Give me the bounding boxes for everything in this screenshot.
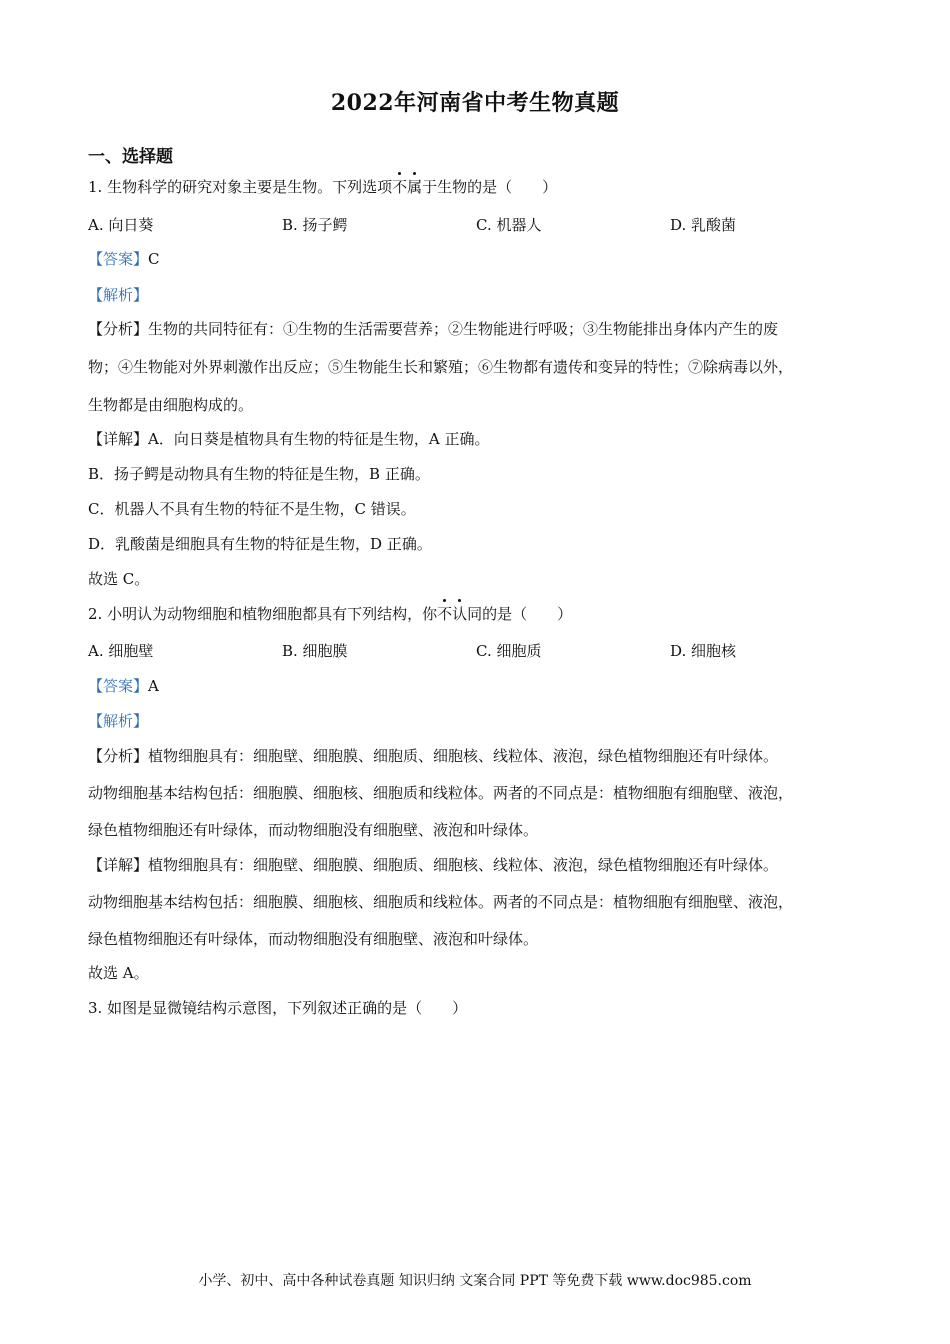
q2-fenxi-line-1 <box>88 745 778 767</box>
emphasis-char: 不 <box>392 178 408 196</box>
q1-option-c: C. 机器人 <box>476 216 542 234</box>
question-2-stem-text: 2. 小明认为动物细胞和植物细胞都具有下列结构，你 <box>88 605 438 623</box>
q2-xiangjie-line-2: 动物细胞基本结构包括：细胞膜、细胞核、细胞质和线粒体。两者的不同点是：植物细胞有细胞壁、液泡， <box>88 893 794 911</box>
page-footer: 小学、初中、高中各种试卷真题 知识归纳 文案合同 PPT 等免费下载 www.doc985.com <box>198 1273 752 1289</box>
q2-fenxi-line-3: 绿色植物细胞还有叶绿体，而动物细胞没有细胞壁、液泡和叶绿体。 <box>88 821 539 839</box>
xiangjie-text: 植物细胞具有：细胞壁、细胞膜、细胞质、细胞核、线粒体、液泡，绿色植物细胞还有叶绿体。 <box>148 856 779 874</box>
answer-tag: 【答案】 <box>88 677 149 695</box>
fenxi-text: 植物细胞具有：细胞壁、细胞膜、细胞质、细胞核、线粒体、液泡，绿色植物细胞还有叶绿体。 <box>148 747 779 765</box>
question-2-stem-tail: 同的是（ ） <box>467 605 573 623</box>
question-2-stem <box>88 603 572 625</box>
q1-xiangjie-line-2: B．扬子鳄是动物具有生物的特征是生物，B 正确。 <box>88 465 430 483</box>
q2-xiangjie-line-1 <box>88 854 778 876</box>
fenxi-tag: 【分析】 <box>88 747 149 765</box>
q2-answer <box>88 675 159 697</box>
q2-xiangjie-line-3: 绿色植物细胞还有叶绿体，而动物细胞没有细胞壁、液泡和叶绿体。 <box>88 930 539 948</box>
q1-xiangjie-line-1 <box>88 428 489 450</box>
question-1-stem-tail: 于生物的是（ ） <box>422 178 558 196</box>
q1-option-a: A. 向日葵 <box>88 216 154 234</box>
jiexi-tag: 【解析】 <box>88 712 149 730</box>
question-1-stem-text: 1. 生物科学的研究对象主要是生物。下列选项 <box>88 178 393 196</box>
q2-jiexi-tag <box>88 710 148 732</box>
emphasis-char: 不 <box>437 605 453 623</box>
fenxi-text: 生物的共同特征有：①生物的生活需要营养；②生物能进行呼吸；③生物能排出身体内产生的废 <box>148 320 779 338</box>
q1-answer <box>88 248 160 270</box>
q1-option-d: D. 乳酸菌 <box>670 216 737 234</box>
emphasis-char: 认 <box>452 605 468 623</box>
answer-value: C <box>148 250 160 268</box>
answer-value: A <box>148 677 159 695</box>
fenxi-tag: 【分析】 <box>88 320 149 338</box>
jiexi-tag: 【解析】 <box>88 286 149 304</box>
question-1-stem <box>88 176 557 198</box>
page-title: 2022年河南省中考生物真题 <box>330 90 620 116</box>
q2-option-a: A. 细胞壁 <box>88 642 154 660</box>
q1-conclusion: 故选 C。 <box>88 570 150 588</box>
xiangjie-text: A．向日葵是植物具有生物的特征是生物，A 正确。 <box>148 430 490 448</box>
q1-xiangjie-line-3: C．机器人不具有生物的特征不是生物，C 错误。 <box>88 500 416 518</box>
section-heading: 一、选择题 <box>88 147 173 167</box>
q2-fenxi-line-2: 动物细胞基本结构包括：细胞膜、细胞核、细胞质和线粒体。两者的不同点是：植物细胞有细胞壁、液泡， <box>88 784 794 802</box>
xiangjie-tag: 【详解】 <box>88 430 149 448</box>
question-3-stem: 3. 如图是显微镜结构示意图，下列叙述正确的是（ ） <box>88 999 468 1017</box>
emphasis-char: 属 <box>407 178 423 196</box>
q1-fenxi-line-1 <box>88 318 778 340</box>
q2-option-c: C. 细胞质 <box>476 642 542 660</box>
q1-jiexi-tag <box>88 284 148 306</box>
q1-xiangjie-line-4: D．乳酸菌是细胞具有生物的特征是生物，D 正确。 <box>88 535 432 553</box>
xiangjie-tag: 【详解】 <box>88 856 149 874</box>
answer-tag: 【答案】 <box>88 250 149 268</box>
q2-option-b: B. 细胞膜 <box>282 642 348 660</box>
q2-conclusion: 故选 A。 <box>88 964 149 982</box>
q1-option-b: B. 扬子鳄 <box>282 216 348 234</box>
q2-option-d: D. 细胞核 <box>670 642 737 660</box>
q1-fenxi-line-3: 生物都是由细胞构成的。 <box>88 396 254 414</box>
q1-fenxi-line-2: 物；④生物能对外界刺激作出反应；⑤生物能生长和繁殖；⑥生物都有遗传和变异的特性；⑦除病毒以外， <box>88 358 794 376</box>
